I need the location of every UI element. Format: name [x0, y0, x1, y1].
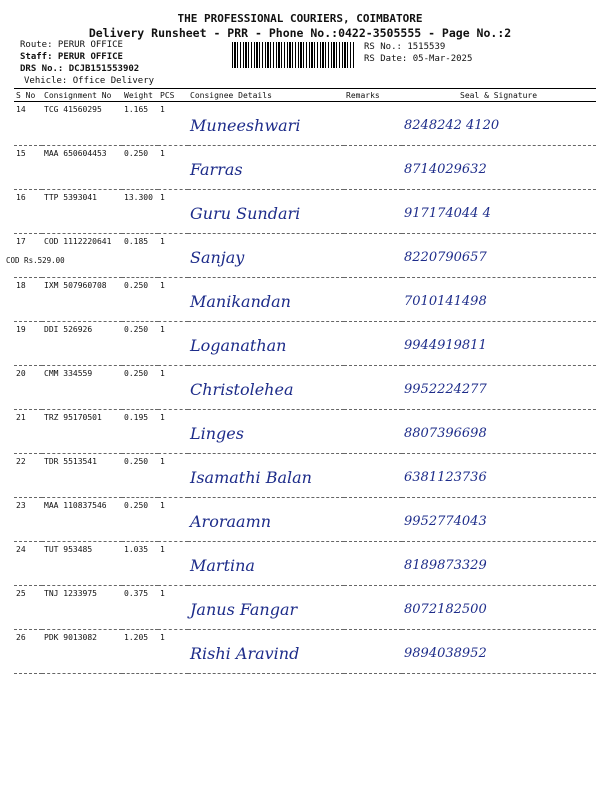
- cell-sno: 17: [14, 234, 42, 278]
- cell-consignee-signature: Loganathan: [188, 322, 344, 366]
- table-row: [14, 234, 596, 278]
- cell-remarks: [344, 586, 402, 630]
- col-consignee: Consignee Details: [188, 89, 344, 102]
- cell-pcs: 1: [158, 234, 188, 278]
- cell-consignment: CMM 334559: [42, 366, 122, 410]
- cell-sno: 16: [14, 190, 42, 234]
- cell-weight: 0.250: [122, 322, 158, 366]
- cell-sno: 22: [14, 454, 42, 498]
- table-row: [14, 410, 596, 454]
- runsheet-subtitle: Delivery Runsheet - PRR - Phone No.:0422-3505555 - Page No.:2: [88, 26, 512, 40]
- cell-pcs: 1: [158, 190, 188, 234]
- rs-date: RS Date: 05-Mar-2025: [364, 54, 473, 64]
- cell-weight: 0.195: [122, 410, 158, 454]
- table-row: [14, 454, 596, 498]
- cell-consignee-signature: Guru Sundari: [188, 190, 344, 234]
- cell-weight: 13.300: [122, 190, 158, 234]
- barcode-image: [232, 42, 354, 68]
- cell-remarks: [344, 146, 402, 190]
- cell-sno: 24: [14, 542, 42, 586]
- cell-remarks: [344, 542, 402, 586]
- cell-consignee-signature: Linges: [188, 410, 344, 454]
- table-row: [14, 630, 596, 674]
- cell-seal-signature: 8072182500: [402, 586, 596, 630]
- cell-remarks: [344, 190, 402, 234]
- cell-pcs: 1: [158, 366, 188, 410]
- cell-pcs: 1: [158, 146, 188, 190]
- cell-consignment: COD 1112220641 COD Rs.529.00: [42, 234, 122, 278]
- table-row: [14, 542, 596, 586]
- cell-weight: 0.250: [122, 498, 158, 542]
- col-consignment: Consignment No: [42, 89, 122, 102]
- table-row: [14, 586, 596, 630]
- cell-seal-signature: 9944919811: [402, 322, 596, 366]
- cell-weight: 0.250: [122, 454, 158, 498]
- cell-seal-signature: 8807396698: [402, 410, 596, 454]
- cell-weight: 0.250: [122, 278, 158, 322]
- cell-pcs: 1: [158, 542, 188, 586]
- cell-remarks: [344, 454, 402, 498]
- cell-weight: 0.375: [122, 586, 158, 630]
- cell-consignment: PDK 9013082: [42, 630, 122, 674]
- cell-weight: 0.250: [122, 146, 158, 190]
- cell-consignee-signature: Martina: [188, 542, 344, 586]
- cell-consignment: TUT 953485: [42, 542, 122, 586]
- table-row: [14, 366, 596, 410]
- cell-remarks: [344, 278, 402, 322]
- col-pcs: PCS: [158, 89, 188, 102]
- cell-remarks: [344, 102, 402, 146]
- table-row: [14, 190, 596, 234]
- table-row: [14, 498, 596, 542]
- cell-consignment: TNJ 1233975: [42, 586, 122, 630]
- cell-sno: 25: [14, 586, 42, 630]
- cell-consignee-signature: Farras: [188, 146, 344, 190]
- table-header: [14, 89, 596, 102]
- cell-pcs: 1: [158, 410, 188, 454]
- cell-consignment: TTP 5393041: [42, 190, 122, 234]
- table-row: [14, 146, 596, 190]
- cell-consignment: MAA 650604453: [42, 146, 122, 190]
- staff-label: Staff: PERUR OFFICE: [20, 52, 123, 62]
- company-title: THE PROFESSIONAL COURIERS, COIMBATORE: [177, 12, 423, 25]
- cell-seal-signature: 917174044 4: [402, 190, 596, 234]
- cell-sno: 26: [14, 630, 42, 674]
- cell-weight: 1.205: [122, 630, 158, 674]
- cell-remarks: [344, 630, 402, 674]
- cell-sno: 21: [14, 410, 42, 454]
- cell-remarks: [344, 234, 402, 278]
- cell-consignment: TCG 41560295: [42, 102, 122, 146]
- cell-remarks: [344, 410, 402, 454]
- cod-amount: COD Rs.529.00: [6, 256, 65, 265]
- cell-sno: 23: [14, 498, 42, 542]
- cell-consignment: TDR 5513541: [42, 454, 122, 498]
- cell-consignment: DDI 526926: [42, 322, 122, 366]
- cell-consignee-signature: Sanjay: [188, 234, 344, 278]
- cell-consignment: TRZ 95170501: [42, 410, 122, 454]
- cell-weight: 0.185: [122, 234, 158, 278]
- cell-sno: 15: [14, 146, 42, 190]
- cell-pcs: 1: [158, 278, 188, 322]
- col-seal: Seal & Signature: [402, 89, 596, 102]
- rs-number: RS No.: 1515539: [364, 42, 446, 52]
- table-row: [14, 278, 596, 322]
- cell-pcs: 1: [158, 454, 188, 498]
- cell-seal-signature: 9894038952: [402, 630, 596, 674]
- col-weight: Weight: [122, 89, 158, 102]
- cell-consignee-signature: Manikandan: [188, 278, 344, 322]
- col-sno: S No: [14, 89, 42, 102]
- drs-label: DRS No.: DCJB15155390​2: [20, 64, 140, 74]
- cell-seal-signature: 8714029632: [402, 146, 596, 190]
- cell-remarks: [344, 322, 402, 366]
- col-remarks: Remarks: [344, 89, 402, 102]
- route-label: Route: PERUR OFFICE: [20, 40, 123, 50]
- cell-consignee-signature: Janus Fangar: [188, 586, 344, 630]
- cell-consignee-signature: Rishi Aravind: [188, 630, 344, 674]
- cell-weight: 1.035: [122, 542, 158, 586]
- cell-weight: 0.250: [122, 366, 158, 410]
- cell-seal-signature: 8189873329: [402, 542, 596, 586]
- cell-consignment: MAA 110837546: [42, 498, 122, 542]
- runsheet-table: [6, 88, 596, 674]
- cell-sno: 19: [14, 322, 42, 366]
- cell-consignee-signature: Christolehea: [188, 366, 344, 410]
- cell-pcs: 1: [158, 322, 188, 366]
- cell-pcs: 1: [158, 498, 188, 542]
- cell-seal-signature: 8220790657: [402, 234, 596, 278]
- cell-seal-signature: 6381123736: [402, 454, 596, 498]
- cell-sno: 20: [14, 366, 42, 410]
- cell-consignee-signature: Isamathi Balan: [188, 454, 344, 498]
- cell-sno: 14: [14, 102, 42, 146]
- table-row: [14, 102, 596, 146]
- cell-remarks: [344, 366, 402, 410]
- cell-pcs: 1: [158, 102, 188, 146]
- cell-sno: 18: [14, 278, 42, 322]
- cell-seal-signature: 9952224277: [402, 366, 596, 410]
- vehicle-label: Vehicle: Office Delivery: [24, 76, 155, 86]
- cell-consignee-signature: Muneeshwari: [188, 102, 344, 146]
- cell-weight: 1.165: [122, 102, 158, 146]
- cell-seal-signature: 9952774043: [402, 498, 596, 542]
- cell-pcs: 1: [158, 630, 188, 674]
- cell-seal-signature: 8248242 4120: [402, 102, 596, 146]
- cell-seal-signature: 7010141498: [402, 278, 596, 322]
- table-row: [14, 322, 596, 366]
- cell-pcs: 1: [158, 586, 188, 630]
- cell-remarks: [344, 498, 402, 542]
- cell-consignment: IXM 507960708: [42, 278, 122, 322]
- cell-consignee-signature: Aroraamn: [188, 498, 344, 542]
